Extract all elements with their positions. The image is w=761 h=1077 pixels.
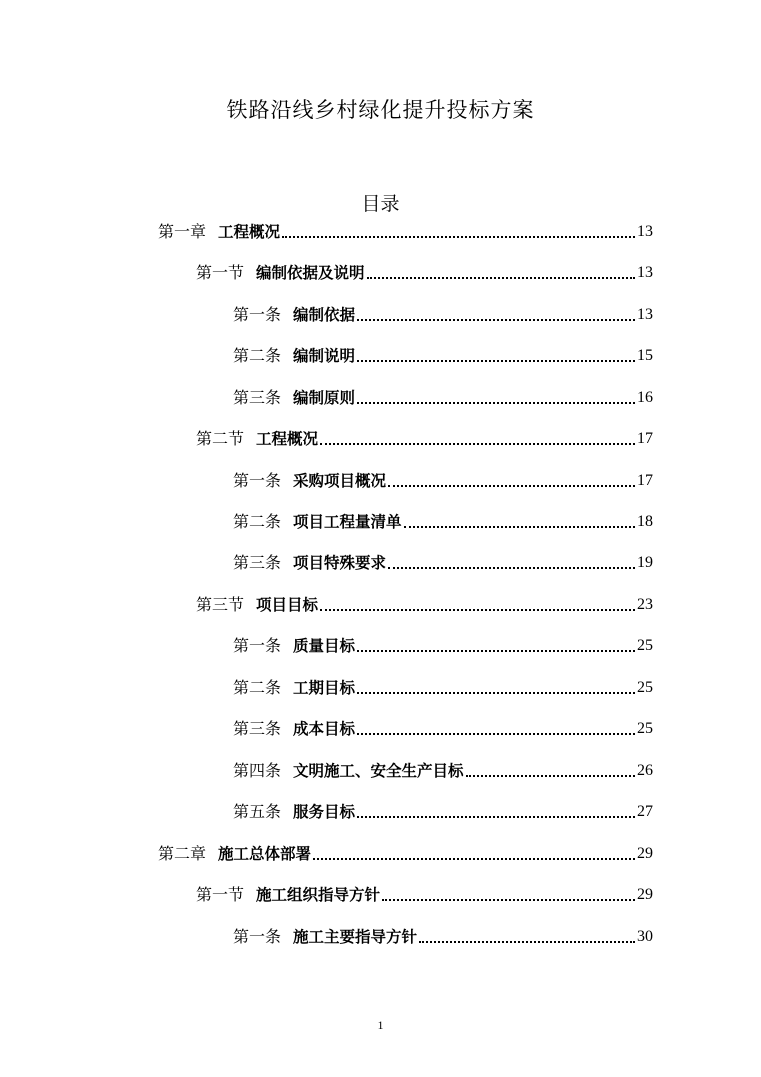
- toc-entry-title: 项目目标: [256, 596, 319, 614]
- toc-entry-article-2-1-1[interactable]: [233, 923, 653, 947]
- toc-leader-dots: [367, 277, 635, 279]
- toc-entry-page: 13: [637, 223, 653, 240]
- page-number: 1: [377, 1018, 384, 1032]
- toc-entry-page: 26: [637, 762, 653, 779]
- toc-leader-dots: [357, 692, 635, 694]
- toc-entry-section-1-2[interactable]: [196, 425, 653, 449]
- toc-entry-section-2-1[interactable]: [196, 881, 653, 905]
- toc-leader-dots: [357, 816, 635, 818]
- toc-entry-title: 施工主要指导方针: [293, 928, 418, 946]
- toc-entry-number: 第二章: [158, 844, 207, 863]
- toc-entry-article-1-2-3[interactable]: [233, 549, 653, 573]
- toc-entry-article-1-2-2[interactable]: [233, 508, 653, 532]
- toc-entry-title: 成本目标: [293, 720, 356, 738]
- toc-entry-number: 第一条: [233, 305, 282, 324]
- toc-entry-number: 第一条: [233, 927, 282, 946]
- toc-entry-number: 第三节: [196, 595, 245, 614]
- toc-entry-page: 18: [637, 513, 653, 530]
- toc-entry-article-1-3-3[interactable]: [233, 715, 653, 739]
- toc-entry-number: 第五条: [233, 802, 282, 821]
- toc-entry-article-1-3-4[interactable]: [233, 757, 653, 781]
- toc-entry-page: 13: [637, 264, 653, 281]
- toc-entry-page: 27: [637, 803, 653, 820]
- toc-entry-title: 文明施工、安全生产目标: [293, 762, 464, 780]
- toc-entry-number: 第一条: [233, 471, 282, 490]
- toc-entry-title: 施工组织指导方针: [256, 886, 381, 904]
- toc-entry-title: 施工总体部署: [218, 845, 312, 863]
- toc-leader-dots: [320, 609, 635, 611]
- toc-entry-page: 25: [637, 637, 653, 654]
- toc-leader-dots: [357, 319, 635, 321]
- toc-leader-dots: [388, 567, 635, 569]
- toc-entry-chapter-1[interactable]: [158, 218, 653, 242]
- toc-entry-title: 工期目标: [293, 679, 356, 697]
- toc-entry-page: 17: [637, 430, 653, 447]
- toc-entry-page: 23: [637, 596, 653, 613]
- toc-entry-section-1-1[interactable]: [196, 259, 653, 283]
- toc-entry-article-1-3-1[interactable]: [233, 632, 653, 656]
- toc-entry-number: 第一节: [196, 263, 245, 282]
- toc-leader-dots: [357, 402, 635, 404]
- toc-entry-number: 第三条: [233, 388, 282, 407]
- toc-entry-page: 30: [637, 928, 653, 945]
- toc-entry-article-1-2-1[interactable]: [233, 467, 653, 491]
- toc-entry-section-1-3[interactable]: [196, 591, 653, 615]
- toc-entry-title: 编制说明: [293, 347, 356, 365]
- toc-entry-page: 25: [637, 720, 653, 737]
- toc-entry-page: 25: [637, 679, 653, 696]
- document-title: 铁路沿线乡村绿化提升投标方案: [226, 98, 535, 122]
- toc-entry-title: 工程概况: [218, 223, 281, 241]
- toc-entry-page: 17: [637, 472, 653, 489]
- toc-entry-title: 项目工程量清单: [293, 513, 402, 531]
- toc-entry-article-1-1-1[interactable]: [233, 301, 653, 325]
- toc-entry-number: 第一条: [233, 636, 282, 655]
- toc-entry-page: 16: [637, 389, 653, 406]
- toc-entry-page: 29: [637, 845, 653, 862]
- toc-entry-title: 质量目标: [293, 637, 356, 655]
- toc-entry-article-1-1-2[interactable]: [233, 342, 653, 366]
- toc-entry-title: 工程概况: [256, 430, 319, 448]
- toc-leader-dots: [313, 858, 635, 860]
- toc-entry-number: 第三条: [233, 719, 282, 738]
- toc-entry-chapter-2[interactable]: [158, 840, 653, 864]
- toc-entry-number: 第二条: [233, 512, 282, 531]
- toc-entry-title: 采购项目概况: [293, 472, 387, 490]
- toc-entry-number: 第四条: [233, 761, 282, 780]
- toc-entry-number: 第二条: [233, 346, 282, 365]
- toc-leader-dots: [357, 733, 635, 735]
- toc-entry-page: 19: [637, 554, 653, 571]
- toc-entry-article-1-1-3[interactable]: [233, 384, 653, 408]
- toc-entry-title: 服务目标: [293, 803, 356, 821]
- toc-heading: 目录: [361, 193, 400, 215]
- toc-entry-title: 编制依据: [293, 306, 356, 324]
- toc-entry-number: 第一节: [196, 885, 245, 904]
- toc-entry-number: 第三条: [233, 553, 282, 572]
- toc-leader-dots: [404, 526, 635, 528]
- toc-entry-number: 第二节: [196, 429, 245, 448]
- toc-entry-article-1-3-2[interactable]: [233, 674, 653, 698]
- toc-entry-page: 29: [637, 886, 653, 903]
- toc-leader-dots: [466, 775, 635, 777]
- toc-entry-title: 编制原则: [293, 389, 356, 407]
- toc-entry-title: 项目特殊要求: [293, 554, 387, 572]
- toc-leader-dots: [388, 485, 635, 487]
- toc-leader-dots: [357, 650, 635, 652]
- toc-entry-page: 15: [637, 347, 653, 364]
- toc-leader-dots: [357, 360, 635, 362]
- toc-entry-article-1-3-5[interactable]: [233, 798, 653, 822]
- toc-leader-dots: [282, 236, 635, 238]
- toc-leader-dots: [320, 443, 635, 445]
- toc-entry-number: 第二条: [233, 678, 282, 697]
- toc-leader-dots: [419, 941, 635, 943]
- toc-entry-number: 第一章: [158, 222, 207, 241]
- toc-entry-title: 编制依据及说明: [256, 264, 365, 282]
- toc-entry-page: 13: [637, 306, 653, 323]
- toc-leader-dots: [382, 899, 635, 901]
